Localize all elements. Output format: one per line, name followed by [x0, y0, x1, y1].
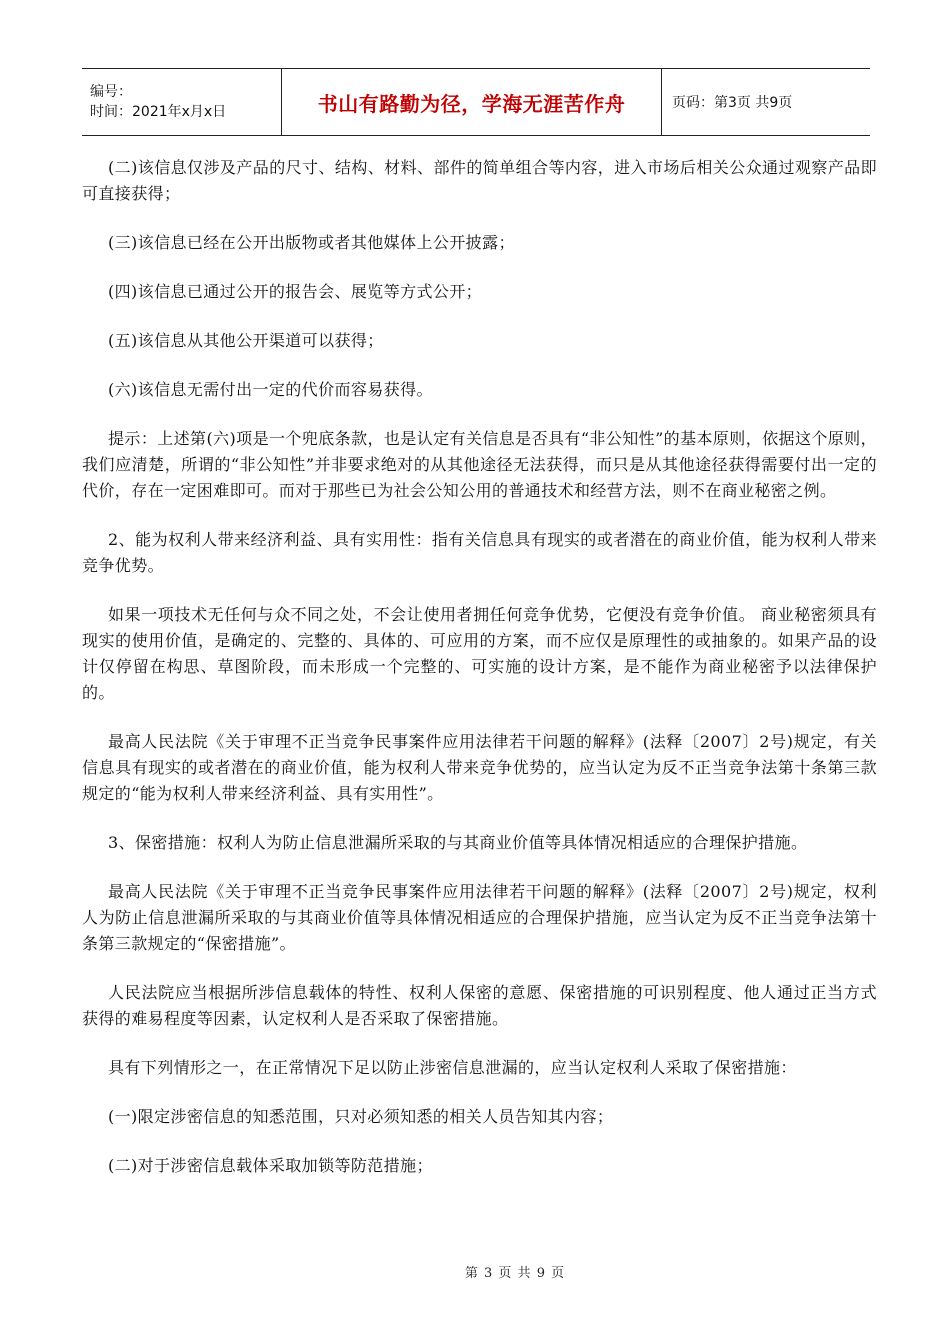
document-body [82, 155, 877, 1202]
page-footer [0, 1262, 950, 1281]
document-number-label: 编号： [90, 84, 132, 100]
page-header [82, 68, 870, 136]
page-info-text: 页码：第3页 共9页 [672, 95, 793, 111]
paragraph: 3、保密措施：权利人为防止信息泄漏所采取的与其商业价值等具体情况相适应的合理保护措施。 [108, 833, 808, 852]
paragraph: 提示：上述第(六)项是一个兜底条款，也是认定有关信息是否具有“非公知性”的基本原则，依据这个原则，我们应清楚，所谓的“非公知性”并非要求绝对的从其他途径无法获得，而只是从其他途径获得需要付出一定的代价，存在一定困难即可。而对于那些已为社会公知公用的普通技术和经营方法，则不在商业秘密之例。 [82, 429, 877, 500]
paragraph: (六)该信息无需付出一定的代价而容易获得。 [108, 380, 433, 399]
footer-page-number: 第 3 页 共 9 页 [464, 1266, 566, 1281]
paragraph: 最高人民法院《关于审理不正当竞争民事案件应用法律若干问题的解释》(法释〔2007〕2号)规定，权利人为防止信息泄漏所采取的与其商业价值等具体情况相适应的合理保护措施，应当认定为反不正当竞争法第十条第三款规定的“保密措施”。 [82, 882, 877, 953]
header-meta [82, 69, 282, 135]
document-date: 时间：2021年x月x日 [90, 104, 227, 120]
paragraph: (一)限定涉密信息的知悉范围，只对必须知悉的相关人员告知其内容； [108, 1107, 614, 1126]
header-motto [282, 69, 662, 135]
paragraph: (二)对于涉密信息载体采取加锁等防范措施； [108, 1156, 433, 1175]
paragraph: (二)该信息仅涉及产品的尺寸、结构、材料、部件的简单组合等内容，进入市场后相关公众通过观察产品即可直接获得； [82, 158, 877, 203]
paragraph: 如果一项技术无任何与众不同之处，不会让使用者拥任何竞争优势，它便没有竞争价值。 商业秘密须具有现实的使用价值，是确定的、完整的、具体的、可应用的方案，而不应仅是原理性的或抽象的。如果产品的设计仅停留在构思、草图阶段，而未形成一个完整的、可实施的设计方案，是不能作为商业秘密予以法律保护的。 [82, 605, 877, 702]
paragraph: 人民法院应当根据所涉信息载体的特性、权利人保密的意愿、保密措施的可识别程度、他人通过正当方式获得的难易程度等因素，认定权利人是否采取了保密措施。 [82, 983, 877, 1028]
paragraph: (四)该信息已通过公开的报告会、展览等方式公开； [108, 282, 483, 301]
paragraph: 具有下列情形之一，在正常情况下足以防止涉密信息泄漏的，应当认定权利人采取了保密措施： [108, 1058, 797, 1077]
motto-text: 书山有路勤为径，学海无涯苦作舟 [317, 91, 626, 116]
paragraph: (五)该信息从其他公开渠道可以获得； [108, 331, 384, 350]
paragraph: 最高人民法院《关于审理不正当竞争民事案件应用法律若干问题的解释》(法释〔2007〕2号)规定，有关信息具有现实的或者潜在的商业价值，能为权利人带来竞争优势的，应当认定为反不正当竞争法第十条第三款规定的“能为权利人带来经济利益、具有实用性”。 [82, 732, 877, 803]
paragraph: (三)该信息已经在公开出版物或者其他媒体上公开披露； [108, 233, 515, 252]
paragraph: 2、能为权利人带来经济利益、具有实用性：指有关信息具有现实的或者潜在的商业价值，能为权利人带来竞争优势。 [82, 530, 877, 575]
header-page-info [662, 69, 870, 135]
